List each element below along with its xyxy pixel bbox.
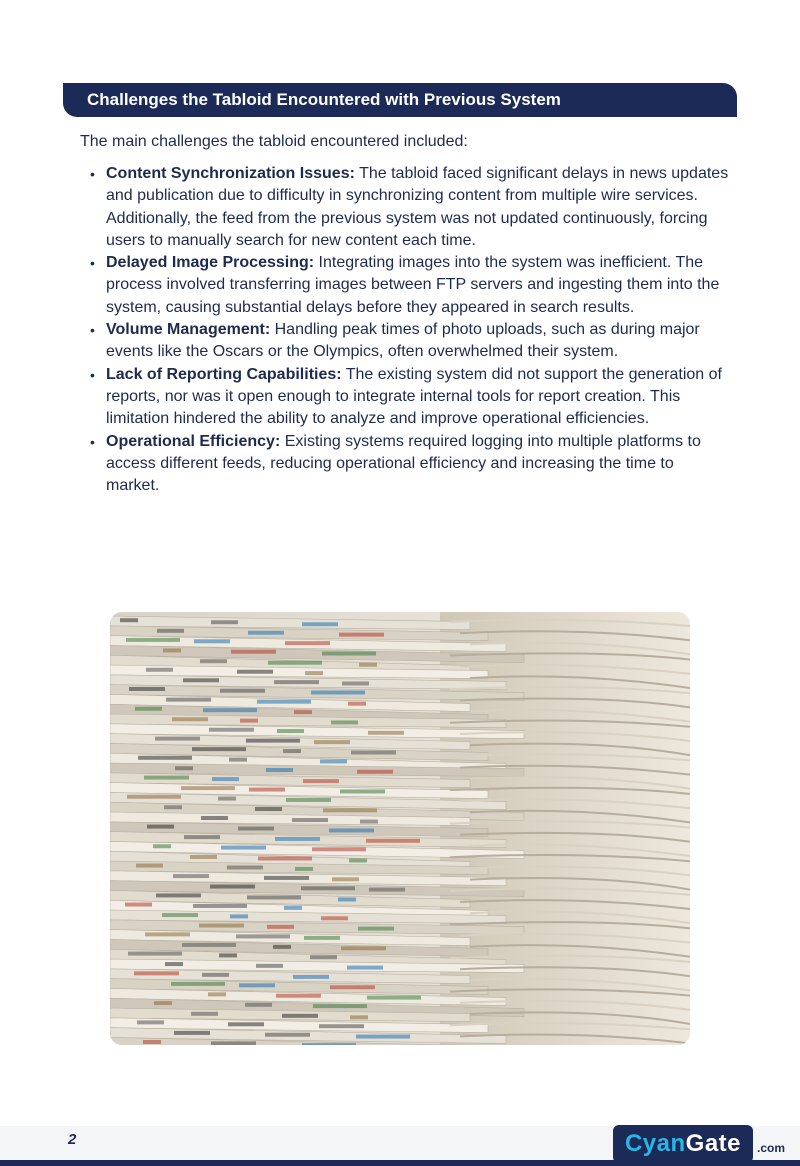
newspaper-stack-photo [110, 612, 690, 1045]
item-text: The tabloid faced significant delays in news updates and publication due to difficulty in synchronizing content from multiple wire services. Additionally, the feed from the previous system was not updated continuously, forcing users to manually search for new content each time. [106, 165, 729, 249]
item-term: Lack of Reporting Capabilities: [106, 365, 342, 383]
cyangate-logo [613, 1125, 753, 1163]
intro-text: The main challenges the tabloid encountered included: [80, 133, 468, 150]
newspaper-stack-illustration [110, 612, 690, 1045]
item-text: The existing system did not support the generation of reports, nor was it open enough to integrate internal tools for report creation. This limitation hindered the ability to analyze and improve operational efficiencies. [106, 365, 722, 428]
item-term: Content Synchronization Issues: [106, 165, 355, 182]
item-term: Operational Efficiency: [106, 432, 281, 450]
list-item [80, 163, 730, 252]
bullet-icon: • [90, 366, 95, 383]
item-text: Integrating images into the system was inefficient. The process involved transferring images between FTP servers and ingesting them into the system, causing substantial delays before they appeared in search results. [106, 254, 720, 316]
item-term: Delayed Image Processing: [106, 254, 315, 272]
bullet-icon: • [90, 166, 95, 182]
item-text: Existing systems required logging into multiple platforms to access different feeds, reducing operational efficiency and increasing the time to market. [106, 432, 701, 495]
list-item [80, 252, 730, 319]
list-item [80, 364, 730, 431]
logo-suffix: .com [757, 1141, 786, 1155]
list-item [80, 319, 730, 364]
challenges-list [80, 163, 730, 497]
logo-text-gate: Gate [685, 1130, 742, 1157]
logo-text-cyan: Cyan [624, 1130, 686, 1157]
bullet-icon: • [90, 433, 95, 450]
section-title: Challenges the Tabloid Encountered with Previous System [87, 90, 561, 109]
page-number: 2 [68, 1131, 77, 1148]
item-text: Handling peak times of photo uploads, such as during major events like the Oscars or the Olympics, often overwhelmed their system. [106, 321, 700, 361]
list-item [80, 431, 730, 498]
bullet-icon: • [90, 322, 95, 339]
bullet-icon: • [90, 255, 95, 272]
section-header [63, 83, 737, 117]
item-term: Volume Management: [106, 321, 271, 339]
